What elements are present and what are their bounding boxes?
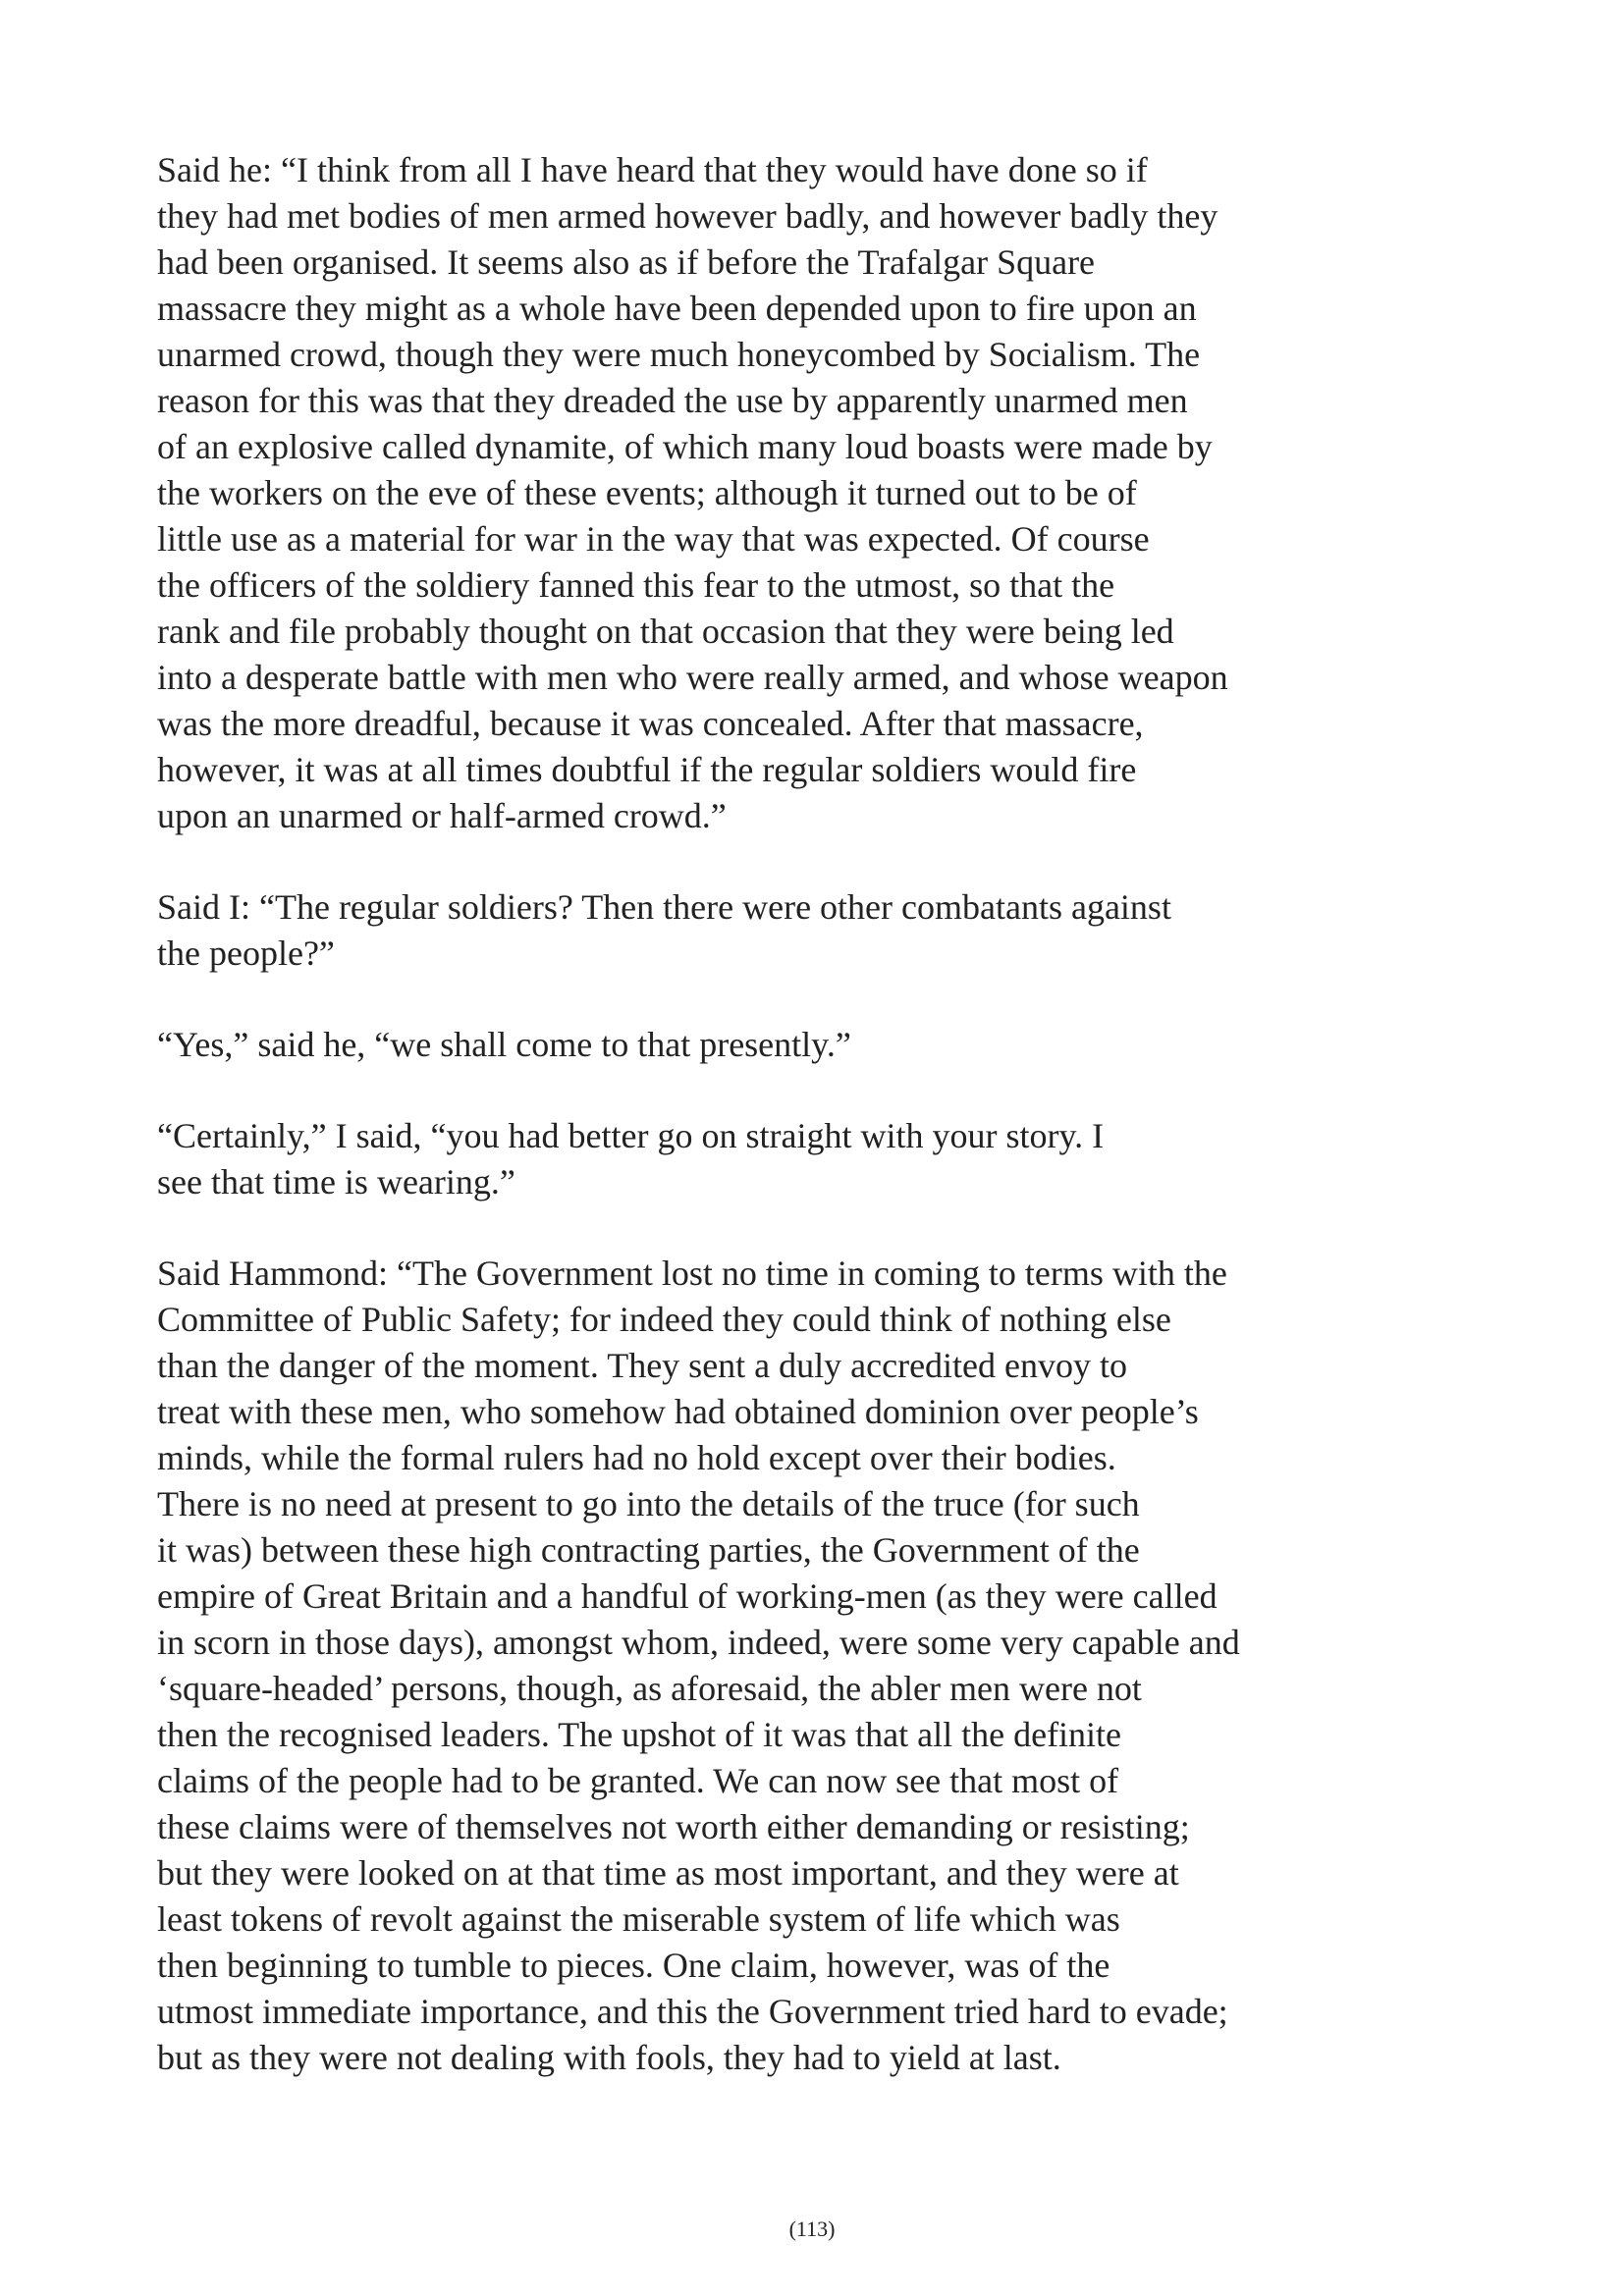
page-number: (113) [788, 2216, 836, 2241]
text-line: into a desperate battle with men who were really armed, and whose weapon [157, 658, 1228, 697]
text-line: claims of the people had to be granted. We can now see that most of [157, 1761, 1119, 1800]
text-line: unarmed crowd, though they were much honeycombed by Socialism. The [157, 335, 1201, 374]
text-line: Said Hammond: “The Government lost no time in coming to terms with the [157, 1254, 1227, 1293]
text-line: “Certainly,” I said, “you had better go on straight with your story. I [157, 1116, 1105, 1155]
text-line: massacre they might as a whole have been depended upon to fire upon an [157, 289, 1197, 328]
text-line: least tokens of revolt against the miserable system of life which was [157, 1899, 1120, 1939]
text-line: then the recognised leaders. The upshot of it was that all the definite [157, 1715, 1122, 1754]
text-line: There is no need at present to go into the details of the truce (for such [157, 1484, 1140, 1523]
text-line: rank and file probably thought on that occasion that they were being led [157, 612, 1174, 651]
text-line: but they were looked on at that time as most important, and they were at [157, 1853, 1179, 1893]
text-line: minds, while the formal rulers had no hold except over their bodies. [157, 1438, 1116, 1477]
text-line: it was) between these high contracting parties, the Government of the [157, 1530, 1140, 1570]
text-line: the people?” [157, 934, 335, 973]
text-line: was the more dreadful, because it was concealed. After that massacre, [157, 704, 1144, 743]
body-text [157, 147, 1375, 2126]
text-line: Said he: “I think from all I have heard that they would have done so if [157, 150, 1148, 189]
paragraph-2 [157, 884, 1375, 977]
paragraph-1 [157, 147, 1375, 839]
text-line: the officers of the soldiery fanned this fear to the utmost, so that the [157, 565, 1115, 605]
text-line: but as they were not dealing with fools, they had to yield at last. [157, 2038, 1061, 2077]
text-line: upon an unarmed or half-armed crowd.” [157, 796, 727, 835]
text-line: in scorn in those days), amongst whom, indeed, were some very capable and [157, 1623, 1240, 1662]
text-line: treat with these men, who somehow had obtained dominion over people’s [157, 1392, 1199, 1431]
text-line: then beginning to tumble to pieces. One claim, however, was of the [157, 1946, 1110, 1985]
text-line: little use as a material for war in the way that was expected. Of course [157, 519, 1150, 559]
text-line: utmost immediate importance, and this the Government tried hard to evade; [157, 1992, 1228, 2031]
paragraph-5 [157, 1251, 1375, 2081]
text-line: Said I: “The regular soldiers? Then there were other combatants against [157, 887, 1171, 927]
text-line: Committee of Public Safety; for indeed they could think of nothing else [157, 1300, 1171, 1339]
text-line: had been organised. It seems also as if before the Trafalgar Square [157, 242, 1096, 282]
text-line: “Yes,” said he, “we shall come to that presently.” [157, 1025, 851, 1064]
text-line: ‘square-headed’ persons, though, as aforesaid, the abler men were not [157, 1669, 1142, 1708]
text-line: of an explosive called dynamite, of which many loud boasts were made by [157, 427, 1213, 466]
text-line: see that time is wearing.” [157, 1162, 515, 1201]
text-line: these claims were of themselves not worth either demanding or resisting; [157, 1807, 1190, 1846]
text-line: than the danger of the moment. They sent a duly accredited envoy to [157, 1346, 1128, 1385]
text-line: however, it was at all times doubtful if the regular soldiers would fire [157, 750, 1137, 789]
text-line: reason for this was that they dreaded the use by apparently unarmed men [157, 381, 1188, 420]
text-line: the workers on the eve of these events; although it turned out to be of [157, 473, 1137, 512]
paragraph-4 [157, 1113, 1375, 1205]
text-line: empire of Great Britain and a handful of working-men (as they were called [157, 1576, 1218, 1616]
text-line: they had met bodies of men armed however badly, and however badly they [157, 196, 1218, 236]
paragraph-3 [157, 1022, 1375, 1068]
